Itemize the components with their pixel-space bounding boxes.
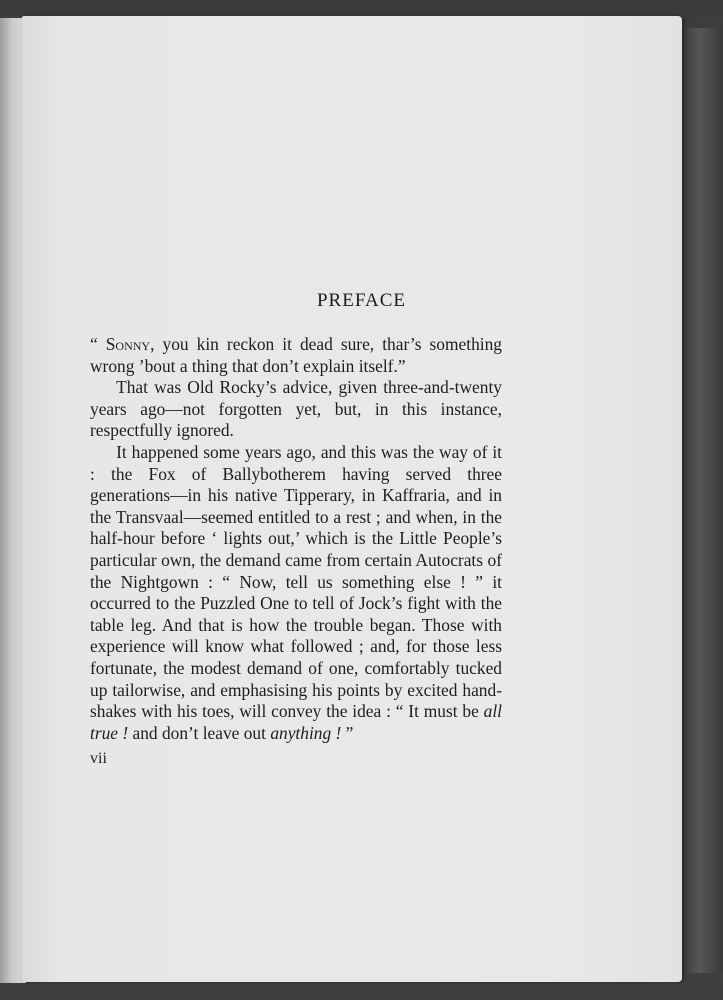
paragraph-3-text-after: ” [341, 722, 354, 743]
body-text [90, 334, 502, 744]
italic-phrase-1: all true ! [90, 701, 502, 743]
open-quote: “ [90, 334, 106, 354]
paragraph-3 [90, 442, 502, 744]
paragraph-2: That was Old Rocky’s advice, given three-and-twenty years ago—not forgotten yet, but, in this instance, respectfully ignored. [90, 377, 502, 441]
italic-phrase-2: anything ! [270, 722, 342, 743]
lead-word: Sonny [105, 334, 151, 354]
book-cover-edge [675, 28, 723, 973]
paragraph-3-text-middle: and don’t leave out [128, 722, 271, 743]
paragraph-3-text-before: It happened some years ago, and this was the way of it : the Fox of Ballybotherem having served three generations—in his native Tipperary, in Kaffraria, and in the Transvaal—seemed entitled to a rest ; and when, in the half-hour before ‘ lights out,’ which is the Little People’s particular own, the demand came from certain Autocrats of the Nightgown : “ Now, tell us something else ! ” it occurred to the Puzzled One to tell of Jock’s fight with the table leg. And that is how the trouble began. Those with experience will know what followed ; and, for those less fortunate, the modest demand of one, comfortably tucked up tailorwise, and emphasising his points by excited hand-shakes with his toes, will convey the idea : “ It must be [90, 441, 502, 722]
paragraph-1-rest: , you kin reckon it dead sure, thar’s something wrong ’bout a thing that don’t explain itself.” [90, 334, 502, 376]
paragraph-1 [90, 334, 502, 377]
page-number: vii [90, 750, 107, 767]
page-heading: PREFACE [316, 290, 406, 311]
